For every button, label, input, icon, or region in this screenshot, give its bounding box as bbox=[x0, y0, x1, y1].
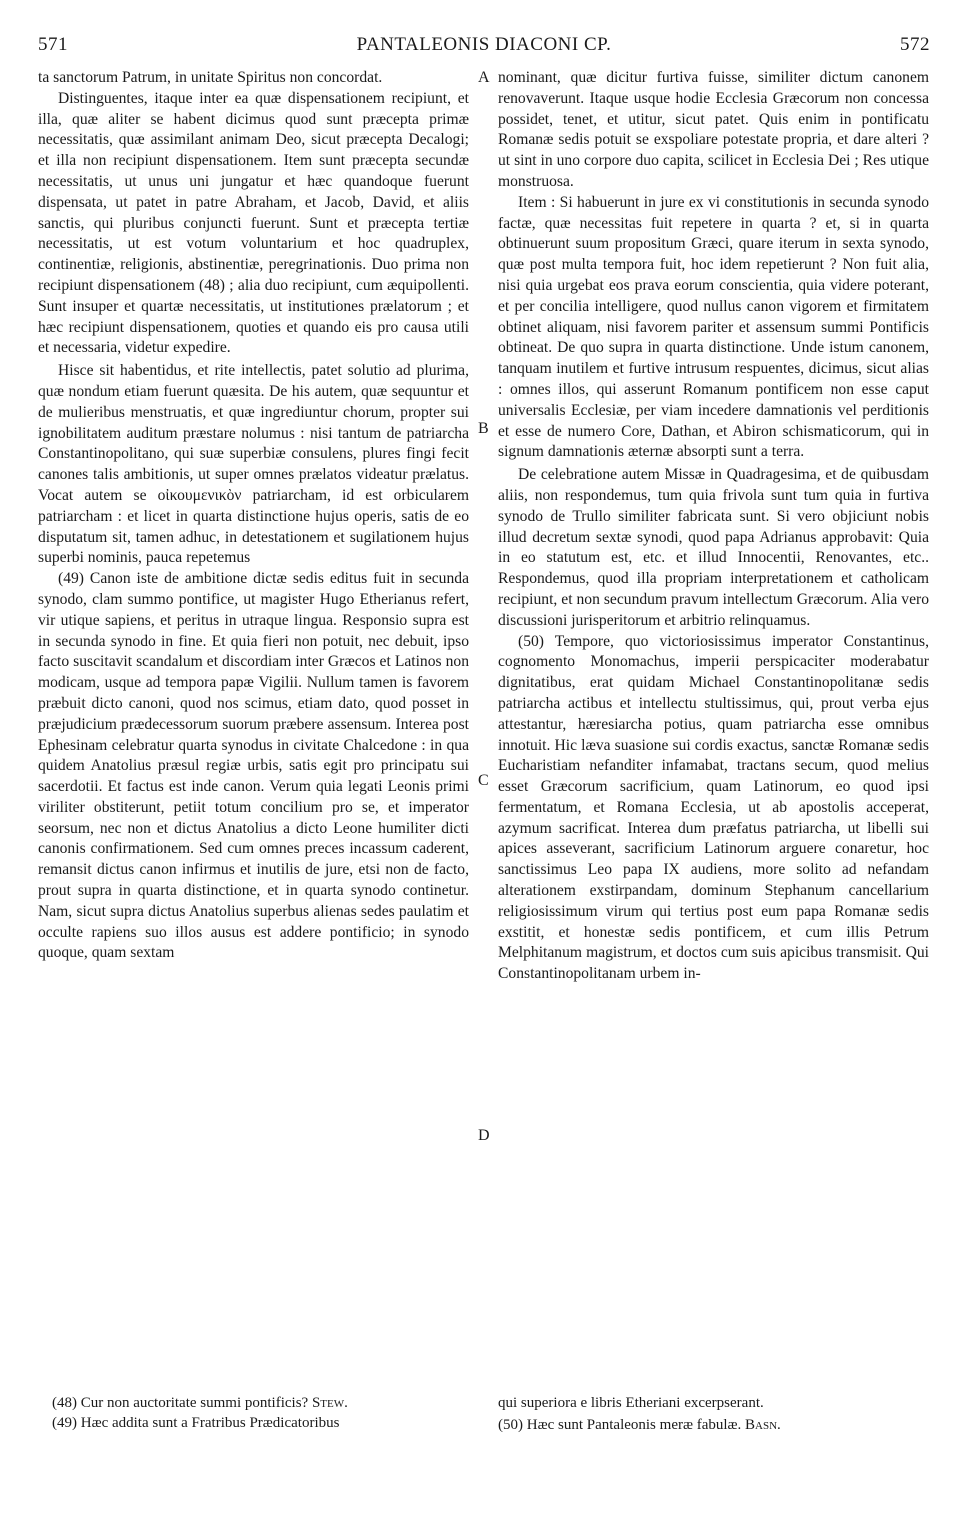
right-column bbox=[498, 68, 929, 985]
paragraph: (49) Canon iste de ambitione dictæ sedis editus fuit in secunda synodo, clam summo pontifice, ut magister Hugo Etherianus refert, vir utique sapiens, et peritus in utraque lingua. Responsio supra est in secunda synodo in fine. Et quia fieri non potuit, nec debuit, ipso facto suscitavit scandalum et discordiam inter Græcos et Latinos non modicam, usque ad tempora papæ Vigilii. Nullum tamen is favorem præbuit dicto canoni, quod nos scimus, etiam dato, quod posset in præjudicium prædecessorum suorum præbere assensum. Interea post Ephesinam celebratur quarta synodus in civitate Chalcedone : in qua quidem Anatolius præsul regiæ urbis, satis egit pro principatu sui sacerdotii. Et factus est inde canon. Verum quia legati Leonis primi viriliter obstiterunt, petiit totum concilium pro se, et imperator seorsum, nec non et dictus Anatolius a dicto Leone humiliter dicti canonis confirmationem. Sed cum omnes preces incassum caderent, remansit dictus canon infirmus et inutilis de jure, etsi non de facto, prout supra in quarta distinctione, et in quarta synodo continetur. Nam, sicut supra dictus Anatolius superbus alienas sedes paulatim et occulte rapiens suo illos ausus est addere pontificio; in synodo quoque, quam sextam bbox=[38, 570, 469, 962]
footnote bbox=[498, 1415, 929, 1435]
footnote-continuation: qui superiora e libris Etheriani excerpserant. bbox=[498, 1395, 764, 1411]
footnotes-left bbox=[52, 1393, 472, 1433]
page-header bbox=[38, 34, 930, 58]
footnote bbox=[52, 1393, 472, 1413]
paragraph: nominant, quæ dicitur furtiva fuisse, similiter dictum canonem renovaverunt. Itaque usque hodie Ecclesia Græcorum non concessa possidet, tenet, et utitur, sicut patet. Quis enim in pontificatu Romanæ sedis potuit se exspoliare potestate propria, et dare alteri ? ut sint in uno corpore duo capita, scilicet in Ecclesia Dei ; Res utique monstruosa. bbox=[498, 69, 929, 190]
paragraph: ta sanctorum Patrum, in unitate Spiritus non concordat. bbox=[38, 69, 383, 86]
paragraph: (50) Tempore, quo victoriosissimus imperator Constantinus, cognomento Monomachus, imperii perspicaciter moderabatur dignitatibus, erat quidam Michael Constantinopolitanæ sedis patriarcha actibus et intellectu stultissimus, qui, prout verba ejus attestantur, hæresiarcha potius, quam patriarcha esse omnibus innotuit. Hic læva suasione sui cordis exactus, sanctæ Romanæ sedis Eucharistiam nefanditer infamabat, tractans secum, quod melius esset Græcorum sacrificium, quam Latinorum, eo quod ipsi fermentatum, et Romana Ecclesia, ut ab apostolis acceperat, azymum sacrificat. Interea dum præfatus patriarcha, ut libelli sui apices asseverant, sacrificium Latinorum arguere conaretur, hoc sanctissimus Leo papa IX audiens, more solito ad nefandam alterationem exstirpandam, dominum Stephanum cancellarium religiosissimum virum qui tertius post eum papa Romanæ sedis exstitit, et honestæ sedis pontificem, et cum illis Petrum Melphitanum magistrum, et doctos cum suis apicibus transmisit. Qui Constantinopolitanam urbem in- bbox=[498, 632, 929, 983]
paragraph: Hisce sit habentidus, et rite intellectis, patet solutio ad plurima, quæ nondum etiam fuerunt quæsita. De his autem, quæ sequuntur et de mulieribus menstruatis, et quæ ingrediuntur chorum, propter sui ignobilitatem auditum præstare nolumus : nisi tantum de patriarcha Constantinopolitano, qui suæ superbiæ consulens, plures fingi fecit canones talis ambitionis, ut super omnes prælatos videatur prælatus. Vocat autem se οἰκουμενικὸν patriarcham, id est orbicularem patriarcham : et licet in quarta distinctione hujus operis, satis de eo disputatum sit, tamen adhuc, in detestationem et sugilationem hujus superbi nominis, pauca repetemus bbox=[38, 362, 469, 567]
footnote-text: (49) Hæc addita sunt a Fratribus Prædicatoribus bbox=[52, 1415, 340, 1431]
footnote-text: (48) Cur non auctoritate summi pontificis? bbox=[52, 1395, 309, 1411]
running-title: PANTALEONIS DIACONI CP. bbox=[356, 34, 612, 55]
footnote-text: (50) Hæc sunt Pantaleonis meræ fabulæ. bbox=[498, 1417, 742, 1433]
margin-marker-b: B bbox=[478, 420, 489, 437]
left-column bbox=[38, 68, 469, 964]
margin-marker-a: A bbox=[478, 69, 490, 86]
margin-marker-c: C bbox=[478, 772, 489, 789]
paragraph: De celebratione autem Missæ in Quadragesima, et de quibusdam aliis, non respondemus, tum quia frivola sunt tum quia in furtiva synodo de Trullo similiter fabricata sunt. Si vero objiciunt nobis illud decretum sextæ synodi, quod papa Adrianus approbavit: Quia in eo statutum est, etc. et illud Innocentii, Renovantes, etc.. Respondemus, quod illa propriam interpretationem et catholicam recipiunt, et non secundum pravum intellectum Græcorum. Alia vero discussioni jurisperitorum et arbitrio relinquamus. bbox=[498, 466, 929, 629]
footnote-attribution: Stew. bbox=[311, 1395, 348, 1411]
page-number-right: 572 bbox=[900, 34, 930, 55]
paragraph: Distinguentes, itaque inter ea quæ dispensationem recipiunt, et illa, quæ aliter se habent dicimus quod sunt præcepta primæ necessitatis, quæ assimilant animam Deo, sicut præcepta Decalogi; et illa non recipiunt dispensationem. Item sunt præcepta secundæ necessitatis, ut unus uni jungatur et hæc quandoque fuerunt dispensata, ut patet in patre Abraham, et Jacob, David, et aliis sanctis, qui pluribus conjuncti fuerunt. Sunt et præcepta tertiæ necessitatis, ut est votum voluntarium et hoc quadruplex, continentiæ, religionis, abstinentiæ, peregrinationis. Duo prima non recipiunt dispensationem (48) ; alia duo recipiunt, cum æquipollenti. Sunt insuper et quartæ necessitatis, ut institutiones prælatorum ; et hæc recipiunt dispensationem, quoties et quando eis pro causa utili et necessaria, videtur expedire. bbox=[38, 89, 469, 357]
margin-marker-d: D bbox=[478, 1127, 490, 1144]
paragraph: Item : Si habuerunt in jure ex vi constitutionis in secunda synodo factæ, quæ necessitas fuit repetere in quarta ? et, si in quarta obtinuerunt suum propositum Græci, quare iterum in sexta synodo, quæ post multa tempora fuit, hoc idem repetierunt ? Non fuit alia, nisi quia urgebat eos prava eorum conscientia, quia videre poterant, et per concilia intelligere, quod nullus canon vigorem et firmitatem obtinet aliquam, nisi favorem pariter et assensum summi Pontificis obtineat. De quo supra in quarta distinctione. Unde istum canonem, tanquam inutilem et furtive intrusum respuentes, dicimus, sicut alias : omnes illos, qui asserunt Romanum pontificem non esse caput universalis Ecclesiæ, per viam incedere damnationis vel perditionis et esse de numero Core, Dathan, et Abiron schismaticorum, qui in signum damnationis æternæ absorpti sunt a terra. bbox=[498, 193, 929, 461]
page-number-left: 571 bbox=[38, 34, 68, 55]
footnotes-right bbox=[498, 1393, 929, 1435]
footnote bbox=[52, 1413, 472, 1433]
footnote-attribution: Basn. bbox=[745, 1417, 781, 1433]
